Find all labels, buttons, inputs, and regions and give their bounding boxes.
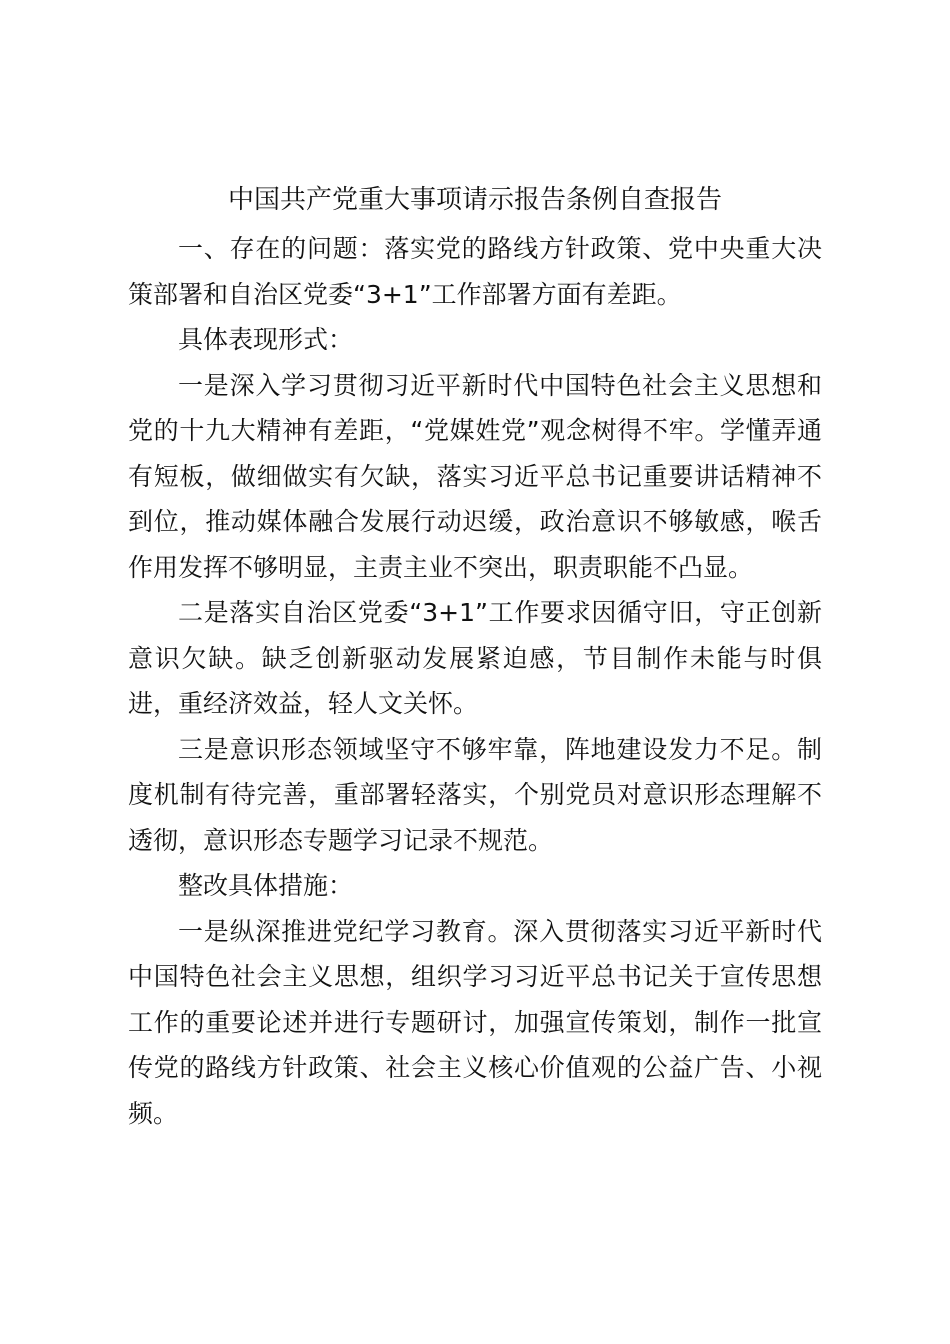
paragraph-issue-three: 三是意识形态领域坚守不够牢靠，阵地建设发力不足。制度机制有待完善，重部署轻落实，个别党员对意识形态理解不透彻，意识形态专题学习记录不规范。 [128,734,822,855]
paragraph-measures-heading: 整改具体措施： [178,871,354,900]
paragraph-problems: 一、存在的问题：落实党的路线方针政策、党中央重大决策部署和自治区党委“3+1”工作部署方面有差距。 [128,234,822,309]
paragraph-issue-two: 二是落实自治区党委“3+1”工作要求因循守旧，守正创新意识欠缺。缺乏创新驱动发展紧迫感，节目制作未能与时俱进，重经济效益，轻人文关怀。 [128,598,822,718]
document-title: 中国共产党重大事项请示报告条例自查报告 [227,185,722,215]
paragraph-manifestations-heading: 具体表现形式： [178,325,354,354]
document-body [128,178,822,1136]
paragraph-measure-one: 一是纵深推进党纪学习教育。深入贯彻落实习近平新时代中国特色社会主义思想，组织学习习近平总书记关于宣传思想工作的重要论述并进行专题研讨，加强宣传策划，制作一批宣传党的路线方针政策、社会主义核心价值观的公益广告、小视频。 [128,916,822,1128]
paragraph-issue-one: 一是深入学习贯彻习近平新时代中国特色社会主义思想和党的十九大精神有差距，“党媒姓党”观念树得不牢。学懂弄通有短板，做细做实有欠缺，落实习近平总书记重要讲话精神不到位，推动媒体融合发展行动迟缓，政治意识不够敏感，喉舌作用发挥不够明显，主责主业不突出，职责职能不凸显。 [128,370,822,582]
